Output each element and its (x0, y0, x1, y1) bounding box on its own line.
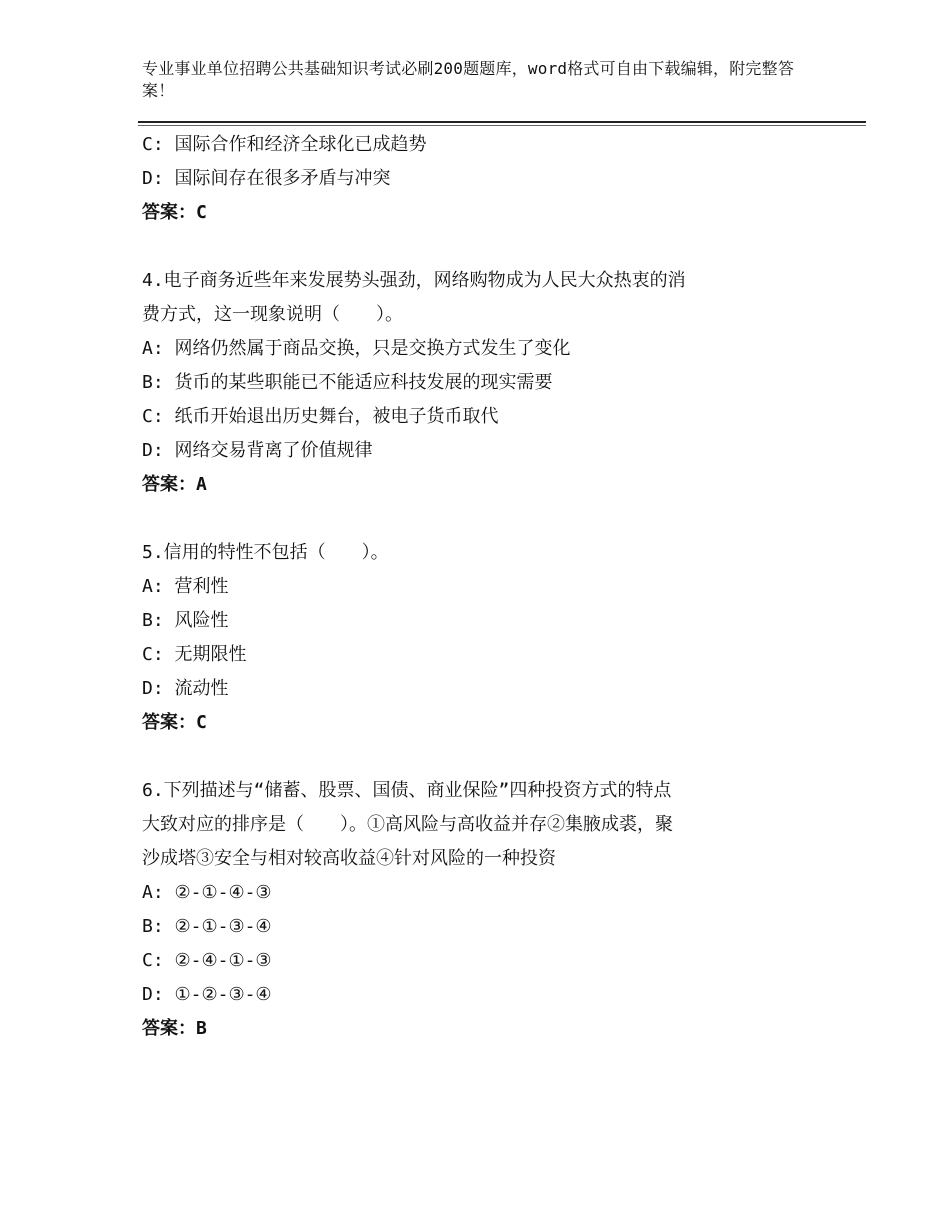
question-list (142, 128, 802, 1046)
option-b: B: 风险性 (142, 610, 229, 631)
answer: 答案：C (142, 712, 207, 733)
question-stem-line: 沙成塔③安全与相对较高收益④针对风险的一种投资 (142, 848, 556, 869)
previous-question-fragment (142, 128, 802, 230)
option-d: D: 国际间存在很多矛盾与冲突 (142, 168, 391, 189)
option-d: D: 流动性 (142, 678, 229, 699)
question-5 (142, 536, 802, 740)
spacer (142, 502, 802, 536)
answer: 答案：C (142, 202, 207, 223)
option-b: B: 货币的某些职能已不能适应科技发展的现实需要 (142, 372, 553, 393)
question-stem-line: 5.信用的特性不包括（ ）。 (142, 542, 389, 563)
option-a: A: 营利性 (142, 576, 229, 597)
option-d: D: 网络交易背离了价值规律 (142, 440, 373, 461)
answer: 答案：A (142, 474, 207, 495)
question-4 (142, 264, 802, 502)
header-divider-thick (138, 121, 866, 123)
option-d: D: ①-②-③-④ (142, 984, 272, 1005)
option-c: C: ②-④-①-③ (142, 950, 272, 971)
option-b: B: ②-①-③-④ (142, 916, 272, 937)
spacer (142, 230, 802, 264)
option-a: A: ②-①-④-③ (142, 882, 272, 903)
option-a: A: 网络仍然属于商品交换，只是交换方式发生了变化 (142, 338, 571, 359)
page-header (142, 58, 802, 102)
question-6 (142, 774, 802, 1046)
option-c: C: 纸币开始退出历史舞台，被电子货币取代 (142, 406, 499, 427)
question-stem-line: 大致对应的排序是（ ）。①高风险与高收益并存②集腋成裘，聚 (142, 814, 673, 835)
header-title: 专业事业单位招聘公共基础知识考试必刷200题题库，word格式可自由下载编辑，附完整答案！ (142, 59, 795, 100)
option-c: C: 国际合作和经济全球化已成趋势 (142, 134, 427, 155)
question-stem-line: 费方式，这一现象说明（ ）。 (142, 304, 403, 325)
question-stem-line: 6.下列描述与“储蓄、股票、国债、商业保险”四种投资方式的特点 (142, 780, 672, 801)
option-c: C: 无期限性 (142, 644, 247, 665)
answer: 答案：B (142, 1018, 207, 1039)
question-stem-line: 4.电子商务近些年来发展势头强劲，网络购物成为人民大众热衷的消 (142, 270, 686, 291)
header-divider-thin (138, 125, 866, 126)
spacer (142, 740, 802, 774)
